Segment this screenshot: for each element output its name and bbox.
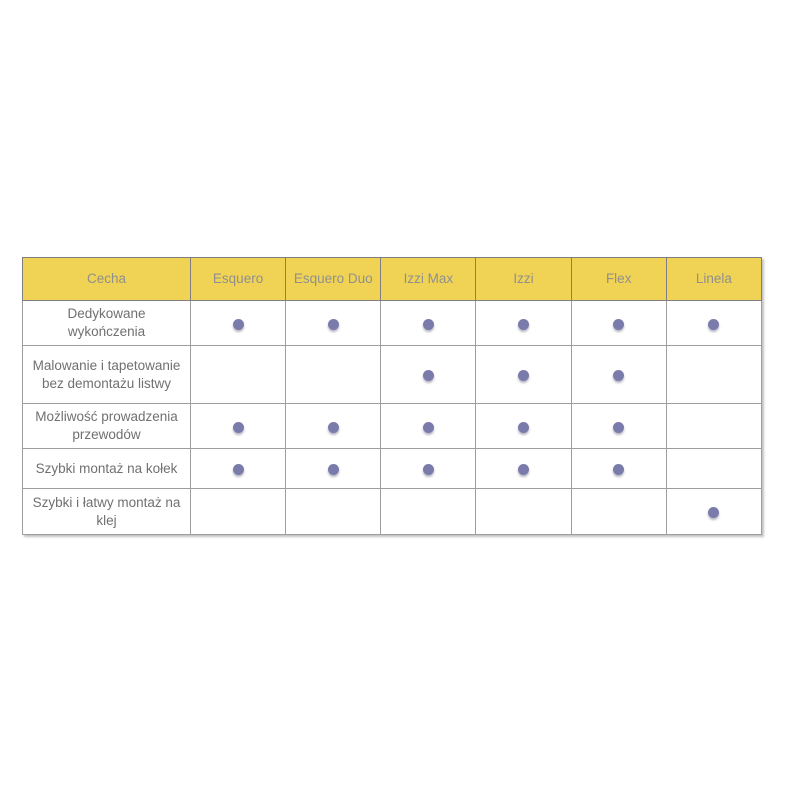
value-cell xyxy=(666,449,761,489)
comparison-table-container xyxy=(22,257,762,535)
header-row xyxy=(23,258,762,301)
column-header-izzi: Izzi xyxy=(476,258,571,301)
column-header-feature: Cecha xyxy=(23,258,191,301)
feature-dot xyxy=(518,464,529,475)
value-cell xyxy=(191,489,286,535)
feature-dot xyxy=(328,319,339,330)
value-cell xyxy=(191,301,286,346)
feature-dot xyxy=(423,422,434,433)
value-cell xyxy=(666,404,761,449)
table-row xyxy=(23,489,762,535)
table-row xyxy=(23,301,762,346)
feature-label-cell: Dedykowane wykończenia xyxy=(23,301,191,346)
comparison-table xyxy=(22,257,762,535)
table-row xyxy=(23,346,762,404)
value-cell xyxy=(286,489,381,535)
value-cell xyxy=(191,346,286,404)
value-cell xyxy=(476,404,571,449)
feature-dot xyxy=(613,370,624,381)
feature-dot xyxy=(708,507,719,518)
feature-dot xyxy=(233,422,244,433)
column-header-izzi-max: Izzi Max xyxy=(381,258,476,301)
value-cell xyxy=(571,346,666,404)
feature-label-cell: Szybki montaż na kołek xyxy=(23,449,191,489)
feature-dot xyxy=(518,319,529,330)
value-cell xyxy=(381,489,476,535)
column-header-linela: Linela xyxy=(666,258,761,301)
value-cell xyxy=(286,449,381,489)
column-header-esquero: Esquero xyxy=(191,258,286,301)
value-cell xyxy=(381,404,476,449)
value-cell xyxy=(476,489,571,535)
value-cell xyxy=(381,301,476,346)
feature-dot xyxy=(328,422,339,433)
feature-dot xyxy=(613,422,624,433)
feature-dot xyxy=(518,370,529,381)
column-header-esquero-duo: Esquero Duo xyxy=(286,258,381,301)
value-cell xyxy=(571,404,666,449)
value-cell xyxy=(191,449,286,489)
value-cell xyxy=(571,489,666,535)
table-row xyxy=(23,449,762,489)
feature-label-cell: Szybki i łatwy montaż na klej xyxy=(23,489,191,535)
feature-dot xyxy=(328,464,339,475)
feature-dot xyxy=(423,464,434,475)
feature-dot xyxy=(708,319,719,330)
feature-dot xyxy=(233,464,244,475)
feature-dot xyxy=(423,370,434,381)
value-cell xyxy=(666,301,761,346)
feature-dot xyxy=(613,319,624,330)
value-cell xyxy=(476,346,571,404)
feature-dot xyxy=(518,422,529,433)
value-cell xyxy=(381,346,476,404)
feature-dot xyxy=(233,319,244,330)
value-cell xyxy=(571,301,666,346)
table-header xyxy=(23,258,762,301)
value-cell xyxy=(476,301,571,346)
table-body xyxy=(23,301,762,535)
feature-label-cell: Malowanie i tapetowanie bez demontażu listwy xyxy=(23,346,191,404)
value-cell xyxy=(476,449,571,489)
value-cell xyxy=(286,346,381,404)
value-cell xyxy=(571,449,666,489)
table-row xyxy=(23,404,762,449)
value-cell xyxy=(191,404,286,449)
feature-dot xyxy=(423,319,434,330)
feature-dot xyxy=(613,464,624,475)
value-cell xyxy=(381,449,476,489)
value-cell xyxy=(286,301,381,346)
value-cell xyxy=(286,404,381,449)
value-cell xyxy=(666,346,761,404)
column-header-flex: Flex xyxy=(571,258,666,301)
value-cell xyxy=(666,489,761,535)
feature-label-cell: Możliwość prowadzenia przewodów xyxy=(23,404,191,449)
